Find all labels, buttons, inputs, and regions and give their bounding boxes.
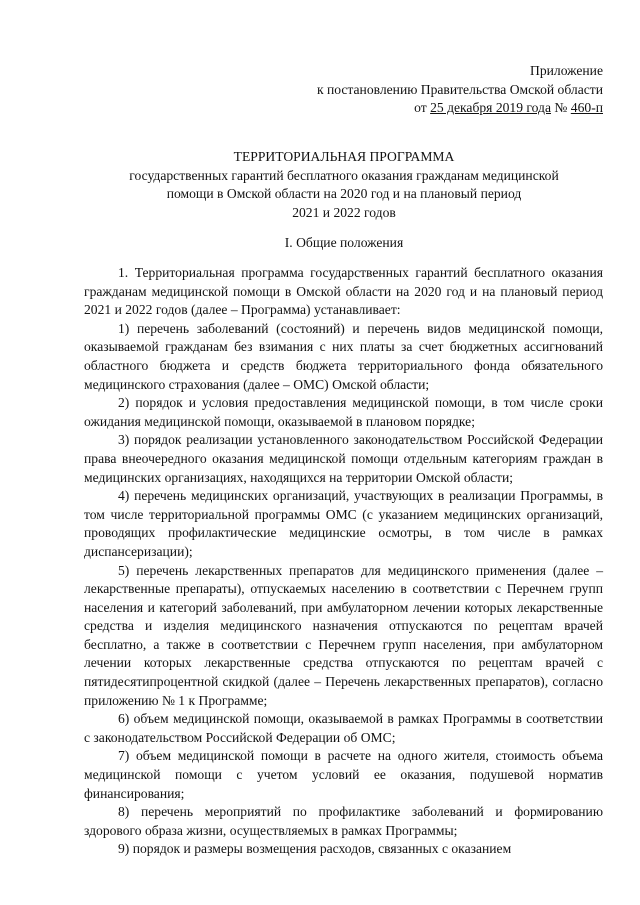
- paragraph: 6) объем медицинской помощи, оказываемой в рамках Программы в соответствии с законодательством Российской Федерации об ОМС;: [84, 711, 603, 745]
- date-prefix: от: [414, 100, 431, 115]
- title-line: ТЕРРИТОРИАЛЬНАЯ ПРОГРАММА: [233, 149, 455, 164]
- section-heading: I. Общие положения: [284, 235, 404, 250]
- resolution-date-line: [317, 99, 603, 118]
- paragraph: 4) перечень медицинских организаций, участвующих в реализации Программы, в том числе территориальной программы ОМС (с указанием медицинских организаций, проводящих профилактические медицинские осмотры, в том числе в рамках диспансеризации);: [84, 488, 603, 559]
- title-line: помощи в Омской области на 2020 год и на плановый период: [166, 186, 522, 201]
- paragraph: 8) перечень мероприятий по профилактике заболеваний и формированию здорового образа жизни, осуществляемых в рамках Программы;: [84, 804, 603, 838]
- document-body: [84, 264, 603, 859]
- appendix-label: Приложение: [530, 63, 603, 78]
- appendix-header: [317, 62, 603, 118]
- title-line: государственных гарантий бесплатного оказания гражданам медицинской: [129, 167, 559, 183]
- title-line: 2021 и 2022 годов: [292, 204, 396, 220]
- paragraph: 2) порядок и условия предоставления медицинской помощи, в том числе сроки ожидания медицинской помощи, оказываемой в плановом порядке;: [84, 395, 603, 429]
- paragraph: 9) порядок и размеры возмещения расходов, связанных с оказанием: [118, 841, 512, 857]
- resolution-reference: к постановлению Правительства Омской области: [316, 81, 603, 97]
- paragraph: 1) перечень заболеваний (состояний) и перечень видов медицинской помощи, оказываемой гражданам без взимания с них платы за счет бюджетных ассигнований областного бюджета и средств бюджета территориального фонда обязательного медицинского страхования (далее – ОМС) Омской области;: [84, 320, 603, 392]
- resolution-date: 25 декабря 2019 года: [430, 100, 552, 115]
- paragraph: 3) порядок реализации установленного законодательством Российской Федерации права внеочередного оказания медицинской помощи отдельным категориям граждан в медицинских организациях, находящихся на территории Омской области;: [84, 432, 603, 485]
- paragraph: 1. Территориальная программа государственных гарантий бесплатного оказания гражданам медицинской помощи в Омской области на 2020 год и на плановый период 2021 и 2022 годов (далее – Программа) устанавливает:: [84, 265, 603, 318]
- paragraph: 5) перечень лекарственных препаратов для медицинского применения (далее – лекарственные препараты), отпускаемых населению в соответствии с Перечнем групп населения и категорий заболеваний, при амбулаторном лечении которых лекарственные средства и изделия медицинского назначения отпускаются по рецептам врачей бесплатно, а также в соответствии с Перечнем групп населения, при амбулаторном лечении которых лекарственные средства отпускаются по рецептам врачей с пятидесятипроцентной скидкой (далее – Перечень лекарственных препаратов), согласно приложению № 1 к Программе;: [84, 562, 603, 708]
- number-prefix: №: [551, 100, 571, 115]
- resolution-number: 460-п: [570, 100, 603, 115]
- program-title: [84, 148, 604, 222]
- paragraph: 7) объем медицинской помощи в расчете на одного жителя, стоимость объема медицинской помощи с учетом условий ее оказания, подушевой норматив финансирования;: [84, 748, 603, 801]
